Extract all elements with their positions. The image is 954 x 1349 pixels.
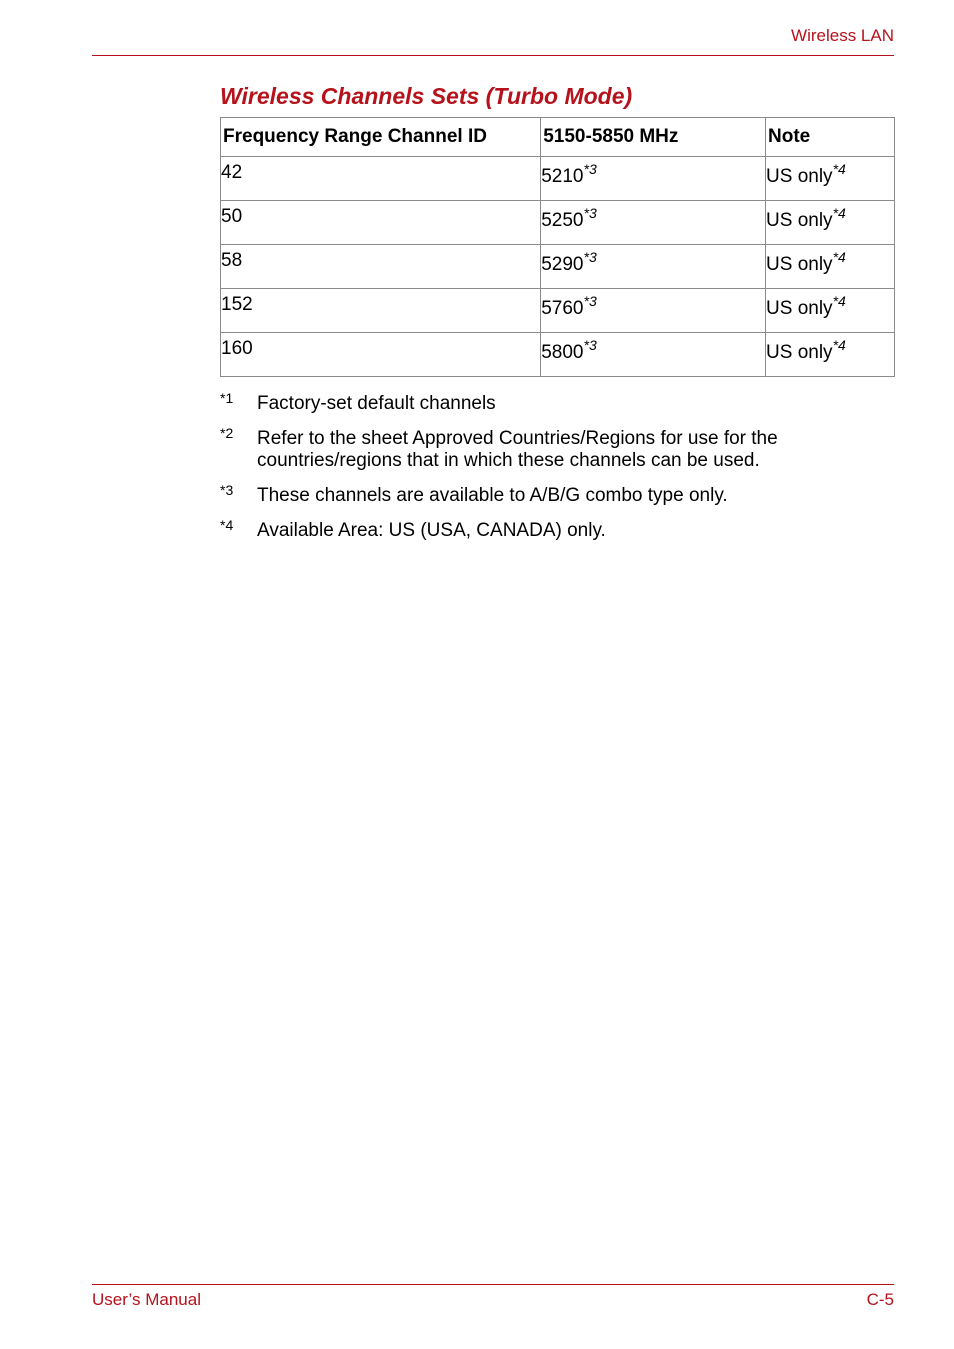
column-header-note: Note: [766, 118, 895, 157]
table-row: [221, 245, 895, 289]
table-row: [221, 157, 895, 201]
frequency-value: 5800$^{*3}$: [541, 337, 597, 363]
footnote-ref: *4: [832, 293, 846, 309]
footnote: [220, 390, 860, 415]
footnote-text: Factory-set default channels: [257, 393, 496, 414]
footnote-ref: *3: [583, 205, 597, 221]
footnote: [220, 425, 860, 472]
footnote-text: Refer to the sheet Approved Countries/Regions for use for the countries/regions that in which these channels can be used.: [257, 428, 778, 471]
footer-divider: [92, 1284, 894, 1285]
page-number: C-5: [866, 1290, 894, 1309]
footer-manual-title: User’s Manual: [92, 1290, 201, 1309]
footnote-mark: *2: [220, 425, 234, 441]
footnote-mark: *1: [220, 390, 234, 406]
note-value: US only$^{*4}$: [766, 205, 846, 231]
table-row: [221, 333, 895, 377]
footnote-mark: *4: [220, 517, 234, 533]
footnote-ref: *4: [832, 205, 846, 221]
column-header-frequency: 5150-5850 MHz: [541, 118, 766, 157]
footnotes: [220, 390, 860, 555]
footnote-ref: *4: [832, 161, 846, 177]
footnote-text: Available Area: US (USA, CANADA) only.: [257, 520, 606, 541]
table-header-row: [221, 118, 895, 157]
running-header: Wireless LAN: [791, 26, 894, 45]
table-row: [221, 201, 895, 245]
channel-id: 160: [221, 338, 253, 359]
channel-id: 58: [221, 250, 243, 271]
footnote: [220, 517, 860, 542]
note-value: US only$^{*4}$: [766, 161, 846, 187]
channels-table: [220, 117, 895, 377]
table-row: [221, 289, 895, 333]
footnote-mark: *3: [220, 482, 234, 498]
footnote-ref: *4: [832, 249, 846, 265]
note-value: US only$^{*4}$: [766, 249, 846, 275]
column-header-channel-id: Frequency Range Channel ID: [221, 118, 541, 157]
footnote-ref: *3: [583, 293, 597, 309]
frequency-value: 5210$^{*3}$: [541, 161, 597, 187]
section-title: Wireless Channels Sets (Turbo Mode): [220, 83, 633, 109]
footnote-ref: *4: [832, 337, 846, 353]
footnote-ref: *3: [583, 337, 597, 353]
channel-id: 42: [221, 162, 243, 183]
footnote-text: These channels are available to A/B/G combo type only.: [257, 485, 728, 506]
footnote-ref: *3: [583, 161, 597, 177]
footnote: [220, 482, 860, 507]
note-value: US only$^{*4}$: [766, 337, 846, 363]
frequency-value: 5760$^{*3}$: [541, 293, 597, 319]
frequency-value: 5290$^{*3}$: [541, 249, 597, 275]
channel-id: 152: [221, 294, 253, 315]
footnote-ref: *3: [583, 249, 597, 265]
note-value: US only$^{*4}$: [766, 293, 846, 319]
header-divider: [92, 55, 894, 56]
channel-id: 50: [221, 206, 243, 227]
frequency-value: 5250$^{*3}$: [541, 205, 597, 231]
